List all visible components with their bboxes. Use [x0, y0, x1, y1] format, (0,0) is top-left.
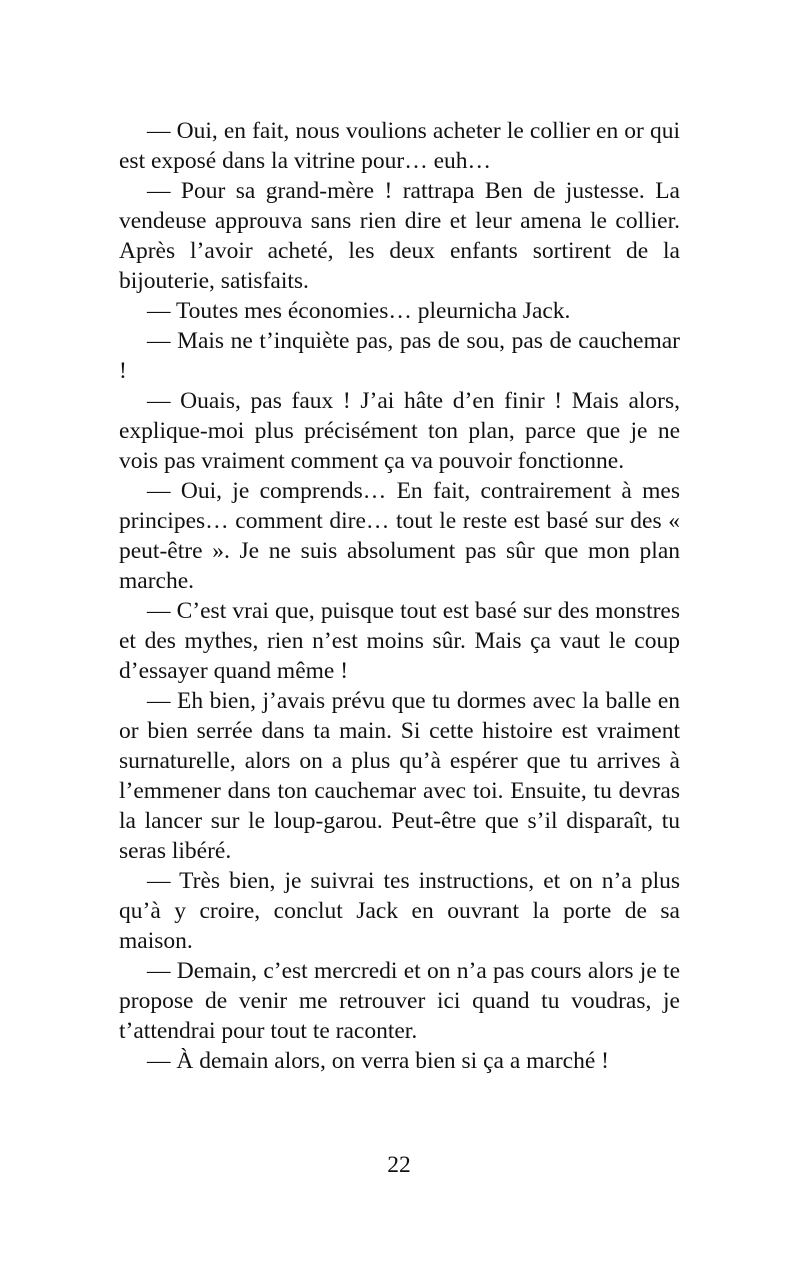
paragraph: — Ouais, pas faux ! J’ai hâte d’en finir ! Mais alors, explique-moi plus précisément ton plan, parce que je ne vois pas vraiment comment ça va pouvoir fonctionne. — [119, 388, 680, 474]
paragraph: — Mais ne t’inquiète pas, pas de sou, pas de cauchemar ! — [119, 328, 680, 384]
paragraph: — Toutes mes économies… pleurnicha Jack. — [147, 298, 571, 324]
paragraph: — Oui, je comprends… En fait, contrairement à mes principes… comment dire… tout le reste est basé sur des « peut-être ». Je ne suis absolument pas sûr que mon plan marche. — [119, 478, 680, 594]
paragraph: — Eh bien, j’avais prévu que tu dormes avec la balle en or bien serrée dans ta main. Si cette histoire est vraiment surnaturelle, alors on a plus qu’à espérer que tu arrives à l’emmener dans ton cauchemar avec toi. Ensuite, tu devras la lancer sur le loup-garou. Peut-être que s’il disparaît, tu seras libéré. — [119, 688, 680, 864]
paragraph: — C’est vrai que, puisque tout est basé sur des monstres et des mythes, rien n’est moins sûr. Mais ça vaut le coup d’essayer quand même ! — [119, 598, 680, 684]
paragraph: — Pour sa grand-mère ! rattrapa Ben de justesse. La vendeuse approuva sans rien dire et leur amena le collier. Après l’avoir acheté, les deux enfants sortirent de la bijouterie, satisfaits. — [119, 178, 680, 294]
page-number: 22 — [387, 1152, 411, 1178]
paragraph: — Très bien, je suivrai tes instructions, et on n’a plus qu’à y croire, conclut Jack en ouvrant la porte de sa maison. — [119, 868, 680, 954]
body-text — [119, 116, 680, 1076]
paragraph: — Demain, c’est mercredi et on n’a pas cours alors je te propose de venir me retrouver ici quand tu voudras, je t’attendrai pour tout te raconter. — [119, 958, 680, 1044]
paragraph: — À demain alors, on verra bien si ça a marché ! — [147, 1048, 609, 1074]
paragraph: — Oui, en fait, nous voulions acheter le collier en or qui est exposé dans la vitrine pour… euh… — [119, 118, 680, 174]
